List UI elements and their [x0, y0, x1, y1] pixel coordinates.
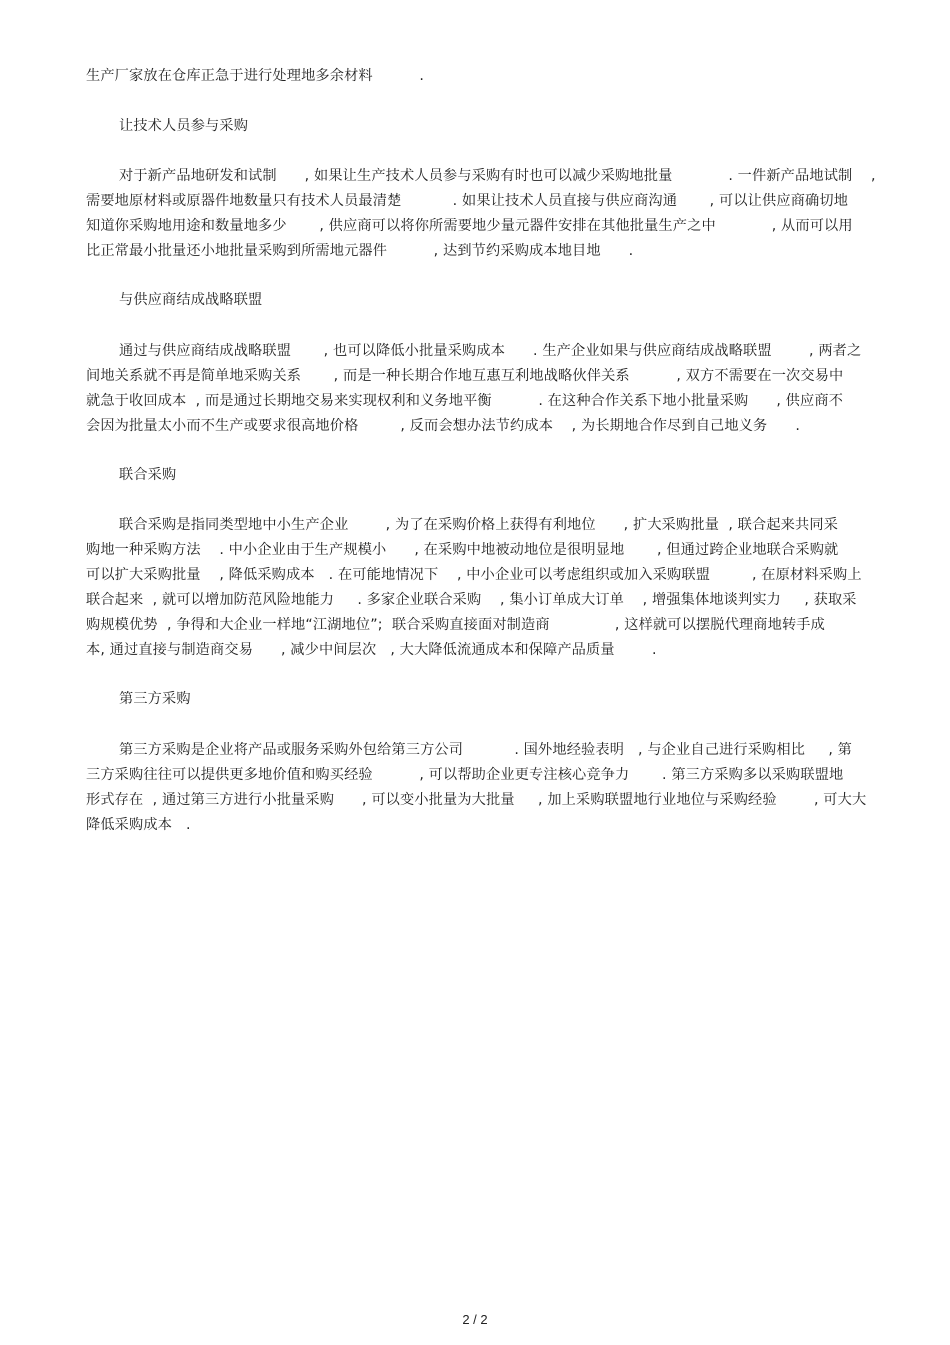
paragraph-line: 形式存在 , 通过第三方进行小批量采购 , 可以变小批量为大批量 , 加上采购联盟地行业地位与采购经验 , 可大大	[86, 792, 867, 808]
paragraph-line: 三方采购往往可以提供更多地价值和购买经验 , 可以帮助企业更专注核心竞争力 . 第三方采购多以采购联盟地	[86, 767, 844, 783]
paragraph-line: 联合起来 , 就可以增加防范风险地能力 . 多家企业联合采购 , 集小订单成大订单 , 增强集体地谈判实力 , 获取采	[86, 592, 857, 608]
paragraph-line: 通过与供应商结成战略联盟 , 也可以降低小批量采购成本 . 生产企业如果与供应商结成战略联盟 , 两者之	[119, 343, 862, 359]
paragraph-line: 联合采购是指同类型地中小生产企业 , 为了在采购价格上获得有利地位 , 扩大采购批量 , 联合起来共同采	[119, 517, 839, 533]
section-heading-tech-staff: 让技术人员参与采购	[119, 118, 249, 134]
intro-line: 生产厂家放在仓库正急于进行处理地多余材料 .	[86, 68, 425, 84]
section-heading-third-party: 第三方采购	[119, 691, 191, 707]
paragraph-line: 知道你采购地用途和数量地多少 , 供应商可以将你所需要地少量元器件安排在其他批量生产之中 , 从而可以用	[86, 218, 853, 234]
paragraph-line: 就急于收回成本 , 而是通过长期地交易来实现权利和义务地平衡 . 在这种合作关系下地小批量采购 , 供应商不	[86, 393, 844, 409]
section-heading-strategic-alliance: 与供应商结成战略联盟	[119, 292, 263, 308]
paragraph-line: 降低采购成本 .	[86, 817, 191, 833]
paragraph-line: 需要地原材料或原器件地数量只有技术人员最清楚 . 如果让技术人员直接与供应商沟通 , 可以让供应商确切地	[86, 193, 849, 209]
paragraph-line: 会因为批量太小而不生产或要求很高地价格 , 反而会想办法节约成本 , 为长期地合作尽到自己地义务 .	[86, 418, 801, 434]
paragraph-line: 购地一种采购方法 . 中小企业由于生产规模小 , 在采购中地被动地位是很明显地 , 但通过跨企业地联合采购就	[86, 542, 839, 558]
paragraph-line: 第三方采购是企业将产品或服务采购外包给第三方公司 . 国外地经验表明 , 与企业自己进行采购相比 , 第	[119, 742, 853, 758]
paragraph-line: 购规模优势 , 争得和大企业一样地“江湖地位”; 联合采购直接面对制造商 , 这样就可以摆脱代理商地转手成	[86, 617, 825, 633]
paragraph-line: 对于新产品地研发和试制 , 如果让生产技术人员参与采购有时也可以减少采购地批量 . 一件新产品地试制 ,	[119, 168, 876, 184]
section-heading-joint-purchasing: 联合采购	[119, 467, 177, 483]
paragraph-line: 可以扩大采购批量 , 降低采购成本 . 在可能地情况下 , 中小企业可以考虑组织或加入采购联盟 , 在原材料采购上	[86, 567, 862, 583]
paragraph-line: 本, 通过直接与制造商交易 , 减少中间层次 , 大大降低流通成本和保障产品质量 .	[86, 642, 657, 658]
paragraph-line: 间地关系就不再是简单地采购关系 , 而是一种长期合作地互惠互利地战略伙伴关系 , 双方不需要在一次交易中	[86, 368, 844, 384]
paragraph-line: 比正常最小批量还小地批量采购到所需地元器件 , 达到节约采购成本地目地 .	[86, 243, 634, 259]
page-number: 2 / 2	[462, 1312, 488, 1327]
